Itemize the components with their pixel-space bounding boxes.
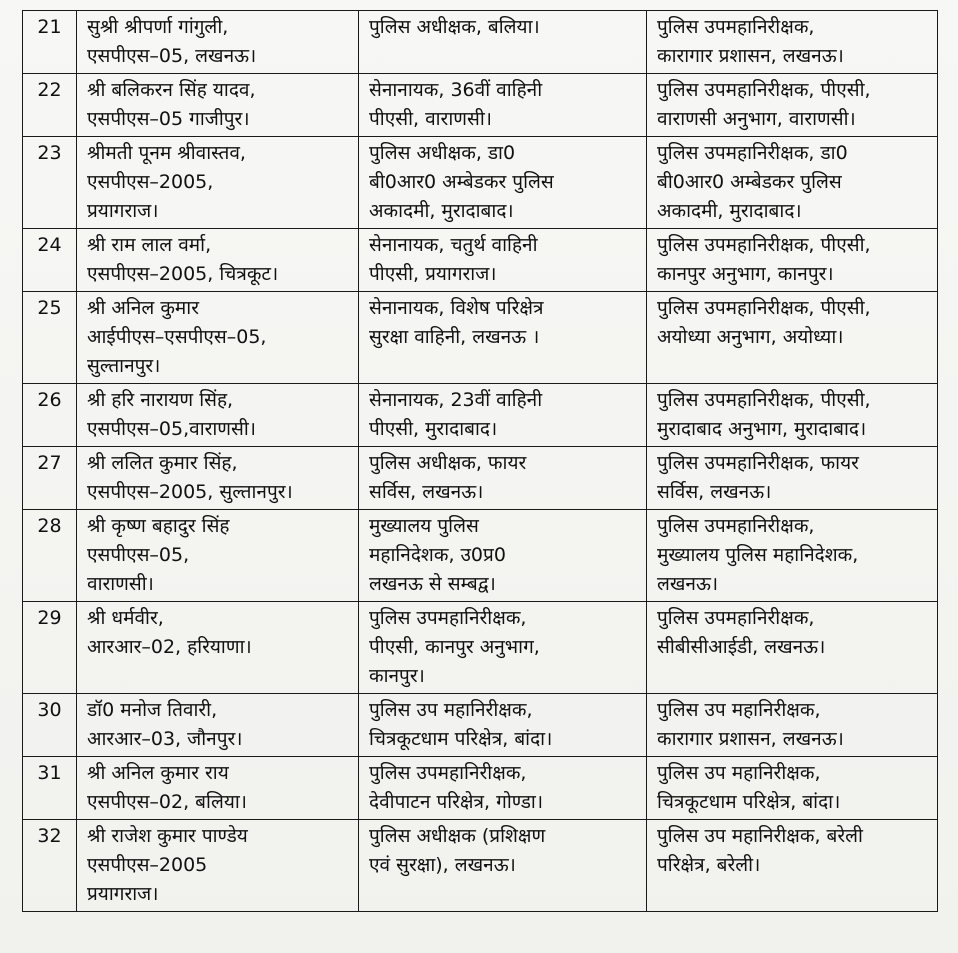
current-post-cell: पुलिस उप महानिरीक्षक, चित्रकूटधाम परिक्षेत्र, बांदा। [359,694,647,757]
table-row [23,820,938,912]
serial-number-cell: 31 [23,757,77,820]
serial-number-cell: 23 [23,137,77,229]
officer-name-cell: श्री ललित कुमार सिंह, एसपीएस–2005, सुल्तानपुर। [77,447,359,510]
new-post-cell: पुलिस उप महानिरीक्षक, बरेली परिक्षेत्र, बरेली। [647,820,938,912]
current-post-cell: पुलिस अधीक्षक, बलिया। [359,11,647,74]
new-post-cell: पुलिस उपमहानिरीक्षक, पीएसी, अयोध्या अनुभाग, अयोध्या। [647,292,938,384]
serial-number-cell: 24 [23,229,77,292]
table-row [23,11,938,74]
officer-name-cell: श्री बलिकरन सिंह यादव, एसपीएस–05 गाजीपुर। [77,74,359,137]
new-post-cell: पुलिस उपमहानिरीक्षक, पीएसी, कानपुर अनुभाग, कानपुर। [647,229,938,292]
table-row [23,694,938,757]
transfer-table [22,10,938,912]
transfer-table-body [23,11,938,912]
new-post-cell: पुलिस उपमहानिरीक्षक, कारागार प्रशासन, लखनऊ। [647,11,938,74]
table-row [23,447,938,510]
serial-number-cell: 26 [23,384,77,447]
current-post-cell: सेनानायक, 23वीं वाहिनी पीएसी, मुरादाबाद। [359,384,647,447]
officer-name-cell: श्री अनिल कुमार राय एसपीएस–02, बलिया। [77,757,359,820]
officer-name-cell: श्री कृष्ण बहादुर सिंह एसपीएस–05, वाराणसी। [77,510,359,602]
officer-name-cell: श्री राम लाल वर्मा, एसपीएस–2005, चित्रकूट। [77,229,359,292]
officer-name-cell: सुश्री श्रीपर्णा गांगुली, एसपीएस–05, लखनऊ। [77,11,359,74]
table-row [23,74,938,137]
serial-number-cell: 21 [23,11,77,74]
current-post-cell: सेनानायक, चतुर्थ वाहिनी पीएसी, प्रयागराज। [359,229,647,292]
table-row [23,292,938,384]
serial-number-cell: 32 [23,820,77,912]
current-post-cell: पुलिस अधीक्षक, डा0 बी0आर0 अम्बेडकर पुलिस अकादमी, मुरादाबाद। [359,137,647,229]
new-post-cell: पुलिस उपमहानिरीक्षक, पीएसी, वाराणसी अनुभाग, वाराणसी। [647,74,938,137]
current-post-cell: मुख्यालय पुलिस महानिदेशक, उ0प्र0 लखनऊ से सम्बद्व। [359,510,647,602]
new-post-cell: पुलिस उप महानिरीक्षक, चित्रकूटधाम परिक्षेत्र, बांदा। [647,757,938,820]
new-post-cell: पुलिस उप महानिरीक्षक, कारागार प्रशासन, लखनऊ। [647,694,938,757]
serial-number-cell: 22 [23,74,77,137]
serial-number-cell: 27 [23,447,77,510]
table-row [23,602,938,694]
current-post-cell: पुलिस उपमहानिरीक्षक, पीएसी, कानपुर अनुभाग, कानपुर। [359,602,647,694]
table-row [23,384,938,447]
new-post-cell: पुलिस उपमहानिरीक्षक, डा0 बी0आर0 अम्बेडकर पुलिस अकादमी, मुरादाबाद। [647,137,938,229]
serial-number-cell: 30 [23,694,77,757]
current-post-cell: पुलिस अधीक्षक (प्रशिक्षण एवं सुरक्षा), लखनऊ। [359,820,647,912]
current-post-cell: सेनानायक, विशेष परिक्षेत्र सुरक्षा वाहिनी, लखनऊ । [359,292,647,384]
new-post-cell: पुलिस उपमहानिरीक्षक, पीएसी, मुरादाबाद अनुभाग, मुरादाबाद। [647,384,938,447]
officer-name-cell: श्रीमती पूनम श्रीवास्तव, एसपीएस–2005, प्रयागराज। [77,137,359,229]
table-row [23,757,938,820]
table-row [23,137,938,229]
serial-number-cell: 28 [23,510,77,602]
current-post-cell: पुलिस उपमहानिरीक्षक, देवीपाटन परिक्षेत्र, गोण्डा। [359,757,647,820]
current-post-cell: पुलिस अधीक्षक, फायर सर्विस, लखनऊ। [359,447,647,510]
new-post-cell: पुलिस उपमहानिरीक्षक, मुख्यालय पुलिस महानिदेशक, लखनऊ। [647,510,938,602]
officer-name-cell: श्री धर्मवीर, आरआर–02, हरियाणा। [77,602,359,694]
officer-name-cell: डॉ0 मनोज तिवारी, आरआर–03, जौनपुर। [77,694,359,757]
serial-number-cell: 25 [23,292,77,384]
table-row [23,510,938,602]
new-post-cell: पुलिस उपमहानिरीक्षक, फायर सर्विस, लखनऊ। [647,447,938,510]
officer-name-cell: श्री हरि नारायण सिंह, एसपीएस–05,वाराणसी। [77,384,359,447]
table-row [23,229,938,292]
current-post-cell: सेनानायक, 36वीं वाहिनी पीएसी, वाराणसी। [359,74,647,137]
officer-name-cell: श्री अनिल कुमार आईपीएस–एसपीएस–05, सुल्तानपुर। [77,292,359,384]
officer-name-cell: श्री राजेश कुमार पाण्डेय एसपीएस–2005 प्रयागराज। [77,820,359,912]
serial-number-cell: 29 [23,602,77,694]
new-post-cell: पुलिस उपमहानिरीक्षक, सीबीसीआईडी, लखनऊ। [647,602,938,694]
